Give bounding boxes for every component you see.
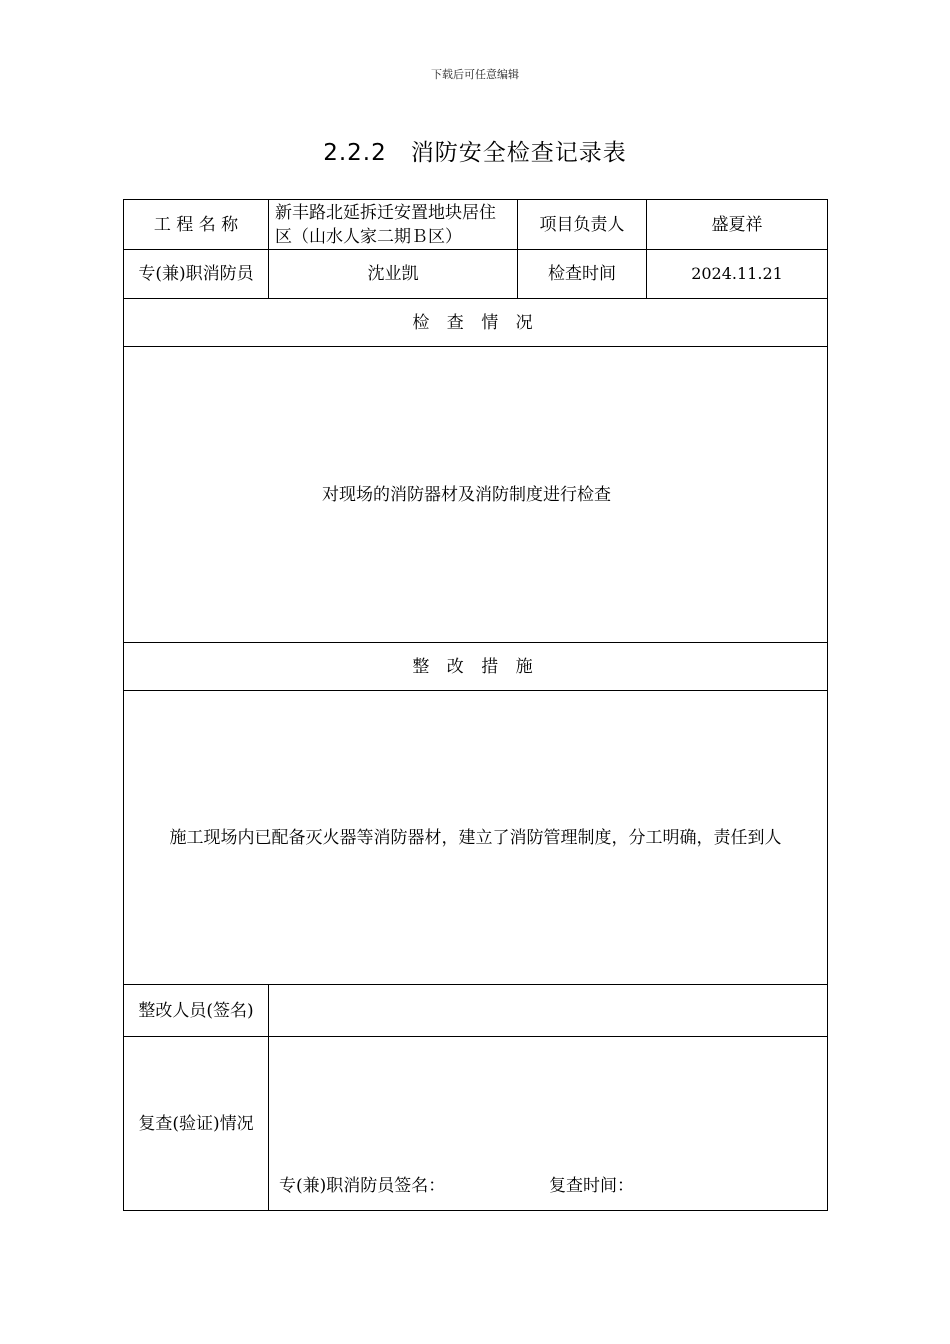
officer-signature-label: 专(兼)职消防员签名： xyxy=(279,1176,446,1196)
table-row xyxy=(124,985,828,1037)
inspection-time-value: 2024.11.21 xyxy=(647,250,828,299)
project-name-label: 工 程 名 称 xyxy=(124,200,269,250)
project-manager-value: 盛夏祥 xyxy=(647,200,828,250)
inspection-content: 对现场的消防器材及消防制度进行检查 xyxy=(124,347,828,643)
rectification-content: 施工现场内已配备灭火器等消防器材，建立了消防管理制度，分工明确，责任到人 xyxy=(124,691,828,985)
table-row xyxy=(124,1037,828,1211)
inspection-header: 检 查 情 况 xyxy=(124,299,828,347)
recheck-content-field[interactable] xyxy=(269,1037,828,1211)
table-row xyxy=(124,299,828,347)
project-manager-label: 项目负责人 xyxy=(518,200,647,250)
table-row xyxy=(124,691,828,985)
rectification-header: 整 改 措 施 xyxy=(124,643,828,691)
header-note: 下载后可任意编辑 xyxy=(431,68,519,81)
rectifier-signature-label: 整改人员(签名) xyxy=(124,985,269,1037)
rectifier-signature-field[interactable] xyxy=(269,985,828,1037)
page-title: 2.2.2 消防安全检查记录表 xyxy=(323,140,627,166)
inspection-time-label: 检查时间 xyxy=(518,250,647,299)
table-row xyxy=(124,200,828,250)
recheck-time-label: 复查时间： xyxy=(549,1176,634,1196)
table-row xyxy=(124,250,828,299)
project-name-value: 新丰路北延拆迁安置地块居住区（山水人家二期Ｂ区） xyxy=(269,200,518,250)
recheck-label: 复查(验证)情况 xyxy=(124,1037,269,1211)
fire-officer-label: 专(兼)职消防员 xyxy=(124,250,269,299)
table-row xyxy=(124,643,828,691)
fire-officer-value: 沈业凯 xyxy=(269,250,518,299)
table-row xyxy=(124,347,828,643)
inspection-record-table xyxy=(123,199,828,1211)
